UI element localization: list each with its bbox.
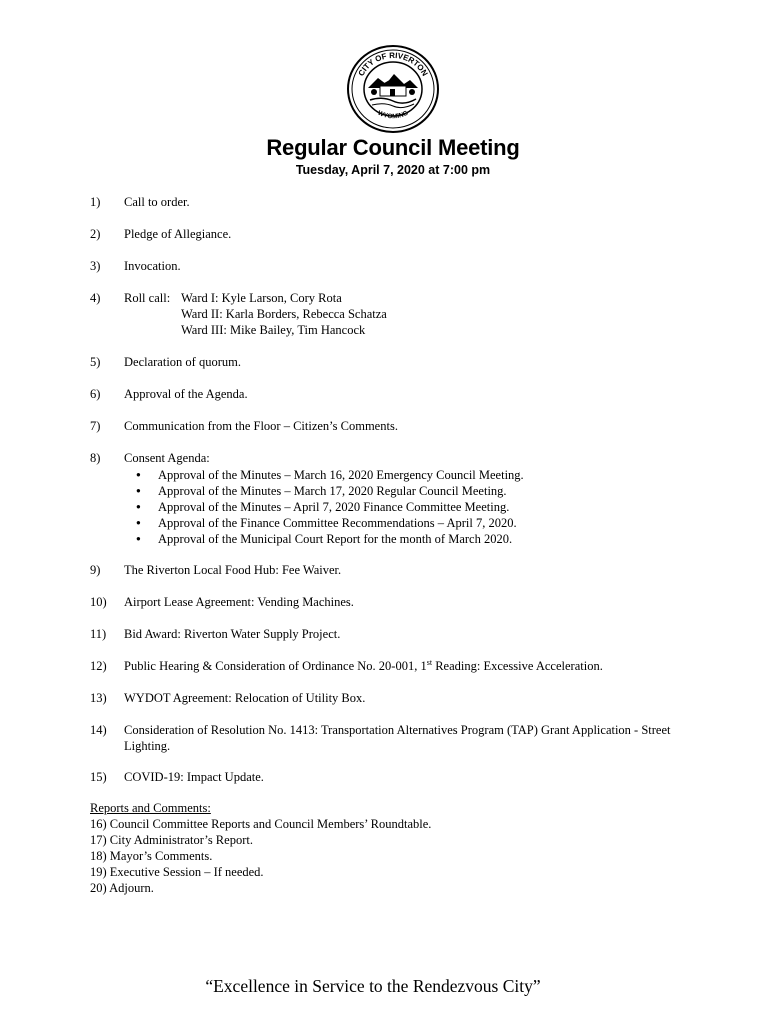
- agenda-item-text: Approval of the Agenda.: [124, 387, 248, 401]
- agenda-item-number: 1): [90, 195, 101, 209]
- agenda-item: [90, 226, 710, 242]
- agenda-item-number: 13): [90, 691, 107, 705]
- agenda-item-text: Public Hearing & Consideration of Ordinance No. 20-001, 1st Reading: Excessive Acceleration.: [124, 657, 603, 673]
- agenda-item-number: 3): [90, 259, 101, 273]
- agenda-item-number: 15): [90, 770, 107, 784]
- page-title: Regular Council Meeting: [266, 135, 520, 160]
- reports-section: [90, 800, 431, 896]
- agenda-item-number: 4): [90, 291, 101, 305]
- report-line: 18) Mayor’s Comments.: [90, 849, 213, 863]
- agenda-item-roll-call: [90, 290, 710, 338]
- consent-agenda-list: [124, 467, 710, 547]
- report-line: 17) City Administrator’s Report.: [90, 833, 253, 847]
- roll-call-ward-3: Ward III: Mike Bailey, Tim Hancock: [181, 323, 366, 337]
- roll-call-ward-2: Ward II: Karla Borders, Rebecca Schatza: [181, 307, 387, 321]
- agenda-item-number: 2): [90, 227, 101, 241]
- agenda-item: [90, 690, 710, 706]
- meeting-datetime: Tuesday, April 7, 2020 at 7:00 pm: [295, 163, 491, 177]
- agenda-item: [90, 722, 702, 754]
- agenda-item: [90, 658, 710, 674]
- agenda-item-number: 8): [90, 451, 101, 465]
- report-line: 19) Executive Session – If needed.: [90, 865, 264, 879]
- agenda-item-text: Declaration of quorum.: [124, 355, 241, 369]
- agenda-list: [90, 194, 710, 785]
- agenda-item: [90, 418, 710, 434]
- agenda-item-text: The Riverton Local Food Hub: Fee Waiver.: [124, 563, 342, 577]
- consent-list-item: ● Approval of the Minutes – March 17, 2020 Regular Council Meeting.: [158, 483, 710, 499]
- agenda-item-number: 7): [90, 419, 101, 433]
- agenda-item-text: Communication from the Floor – Citizen’s Comments.: [124, 419, 398, 433]
- city-seal-logo: [346, 44, 440, 134]
- report-line: 16) Council Committee Reports and Council Members’ Roundtable.: [90, 817, 432, 831]
- agenda-item: [90, 626, 710, 642]
- agenda-item-number: 10): [90, 595, 107, 609]
- agenda-item: [90, 354, 710, 370]
- agenda-item-number: 6): [90, 387, 101, 401]
- agenda-item-text: Call to order.: [124, 195, 190, 209]
- consent-list-item: ● Approval of the Minutes – April 7, 2020 Finance Committee Meeting.: [158, 499, 710, 515]
- agenda-item-number: 14): [90, 723, 107, 737]
- agenda-item-number: 5): [90, 355, 101, 369]
- seal-top-text: CITY OF RIVERTON: [356, 50, 430, 78]
- agenda-item-number: 12): [90, 659, 107, 673]
- roll-call-ward-1: Ward I: Kyle Larson, Cory Rota: [181, 291, 342, 305]
- agenda-item-consent: [90, 450, 710, 547]
- roll-call-label: Roll call:: [124, 291, 171, 305]
- consent-list-item: ● Approval of the Finance Committee Recommendations – April 7, 2020.: [158, 515, 710, 531]
- agenda-item-text: COVID-19: Impact Update.: [124, 770, 264, 784]
- footer-motto: “Excellence in Service to the Rendezvous City”: [205, 976, 541, 996]
- consent-list-item: ● Approval of the Municipal Court Report for the month of March 2020.: [158, 531, 710, 547]
- seal-bottom-text: WYOMING: [376, 109, 410, 121]
- agenda-item: [90, 562, 710, 578]
- agenda-item: [90, 769, 710, 785]
- agenda-item: [90, 594, 710, 610]
- agenda-item-text: Bid Award: Riverton Water Supply Project.: [124, 627, 341, 641]
- report-line: 20) Adjourn.: [90, 881, 154, 895]
- agenda-item-text: Pledge of Allegiance.: [124, 227, 232, 241]
- agenda-item: [90, 258, 710, 274]
- agenda-item-text: Consent Agenda:: [124, 451, 210, 465]
- agenda-item: [90, 194, 710, 210]
- agenda-item-text: WYDOT Agreement: Relocation of Utility Box.: [124, 691, 366, 705]
- agenda-item: [90, 386, 710, 402]
- agenda-item-text: Airport Lease Agreement: Vending Machines.: [124, 595, 354, 609]
- reports-heading: Reports and Comments:: [90, 801, 211, 815]
- agenda-item-number: 9): [90, 563, 101, 577]
- agenda-item-text: Consideration of Resolution No. 1413: Transportation Alternatives Program (TAP) Grant Application - Street Lighting.: [124, 723, 671, 753]
- agenda-item-text: Invocation.: [124, 259, 181, 273]
- consent-list-item: ● Approval of the Minutes – March 16, 2020 Emergency Council Meeting.: [158, 467, 710, 483]
- ordinal-suffix: st: [426, 657, 433, 667]
- agenda-item-number: 11): [90, 627, 107, 641]
